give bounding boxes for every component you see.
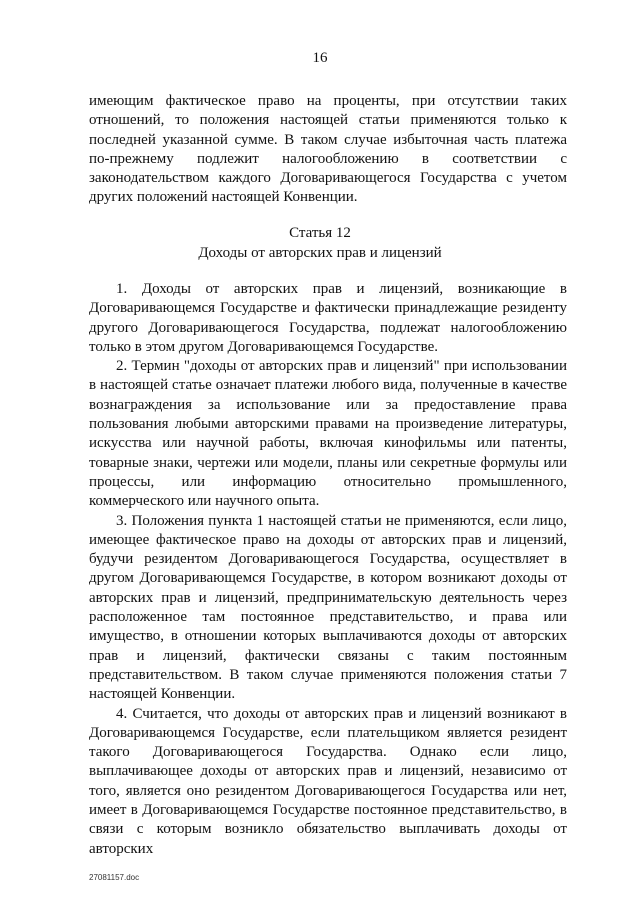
- article-body: [89, 280, 567, 859]
- paragraph-3: 3. Положения пункта 1 настоящей статьи не применяются, если лицо, имеющее фактическое право на доходы от авторских прав и лицензий, будучи резидентом Договаривающегося Государства, осуществляет в другом Договаривающемся Государстве, в котором возникают доходы от авторских прав и лицензий, предпринимательскую деятельность через расположенное там постоянное представительство, и права или имущество, в отношении которых выплачиваются доходы от авторских прав и лицензий, фактически связаны с таким постоянным представительством. В таком случае применяются положения статьи 7 настоящей Конвенции.: [89, 512, 567, 703]
- continuation-paragraph: имеющим фактическое право на проценты, при отсутствии таких отношений, то положения настоящей статьи применяются только к последней указанной сумме. В таком случае избыточная часть платежа по-прежнему подлежит налогообложению в соответствии с законодательством каждого Договаривающегося Государства с учетом других положений настоящей Конвенции.: [89, 93, 567, 206]
- paragraph-4: 4. Считается, что доходы от авторских прав и лицензий возникают в Договаривающемся Государстве, если плательщиком является резидент такого Договаривающегося Государства. Однако если лицо, выплачивающее доходы от авторских прав и лицензий, независимо от того, является оно резидентом Договаривающегося Государства или нет, имеет в Договаривающемся Государстве постоянное представительство, в связи с которым возникло обязательство выплачивать доходы от авторских: [89, 705, 567, 857]
- continuation-text: [89, 92, 567, 208]
- article-title: Доходы от авторских прав и лицензий: [198, 244, 442, 261]
- paragraph-1: 1. Доходы от авторских прав и лицензий, возникающие в Договаривающемся Государстве и фактически принадлежащие резиденту другого Договаривающегося Государства, подлежат налогообложению только в этом другом Договаривающемся Государстве.: [89, 281, 567, 355]
- article-heading: [0, 224, 640, 263]
- article-number: Статья 12: [289, 225, 351, 241]
- paragraph-2: 2. Термин "доходы от авторских прав и лицензий" при использовании в настоящей статье означает платежи любого вида, полученные в качестве вознаграждения за использование или за предоставление права пользования любыми авторскими правами на произведение литературы, искусства или научной работы, включая кинофильмы или патенты, товарные знаки, чертежи или модели, планы или секретные формулы или процессы, или информацию относительно промышленного, коммерческого или научного опыта.: [89, 358, 567, 510]
- file-name-footer: 27081157.doc: [89, 873, 140, 882]
- page-number: 16: [312, 50, 328, 66]
